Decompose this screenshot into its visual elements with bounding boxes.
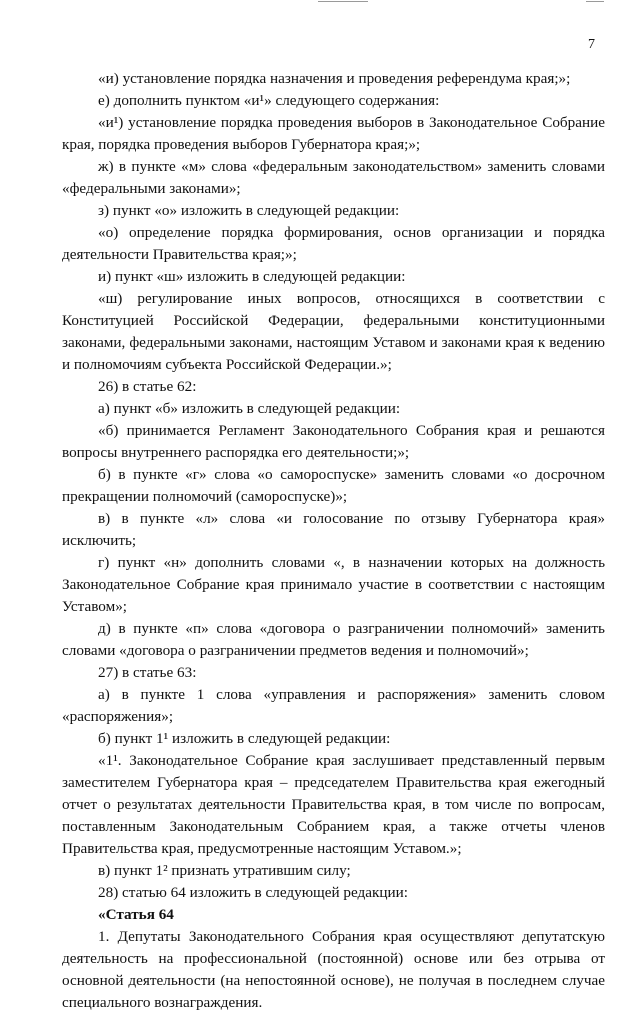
text-line: 28) статью 64 изложить в следующей редакции: xyxy=(98,884,408,901)
text-line: а) в пункте 1 слова «управления и распоряжения» заменить словом xyxy=(98,686,605,703)
text-line: «и¹) установление порядка проведения выборов в Законодательное Собрание xyxy=(98,114,605,131)
text-line: г) пункт «н» дополнить словами «, в назначении которых на должность xyxy=(98,554,605,571)
text-line: и полномочиям субъекта Российской Федерации.»; xyxy=(62,356,392,373)
text-line: законами, федеральными законами, настоящим Уставом и законами края к ведению xyxy=(62,334,605,351)
text-line: в) пункт 1² признать утратившим силу; xyxy=(98,862,351,879)
text-line: Уставом»; xyxy=(62,598,128,615)
text-line: 1. Депутаты Законодательного Собрания края осуществляют депутатскую xyxy=(98,928,605,945)
text-line: Конституцией Российской Федерации, федеральными конституционными xyxy=(62,312,605,329)
text-line: словами «договора о разграничении предметов ведения и полномочий»; xyxy=(62,642,529,659)
text-line: деятельности Правительства края;»; xyxy=(62,246,297,263)
text-line: з) пункт «о» изложить в следующей редакции: xyxy=(98,202,400,219)
text-line: Законодательное Собрание края принимало участие в соответствии с настоящим xyxy=(62,576,605,593)
text-line: специального вознаграждения. xyxy=(62,994,263,1011)
text-line: 26) в статье 62: xyxy=(98,378,197,395)
text-line: поставленным Законодательным Собранием края, а также отчеты членов xyxy=(62,818,605,835)
text-line: б) пункт 1¹ изложить в следующей редакции: xyxy=(98,730,391,747)
text-line: «ш) регулирование иных вопросов, относящихся в соответствии с xyxy=(98,290,605,307)
scan-top-marks xyxy=(0,0,636,6)
text-line: края, порядка проведения выборов Губернатора края;»; xyxy=(62,136,421,153)
text-line: прекращении полномочий (самороспуске)»; xyxy=(62,488,348,505)
text-line: отчет о результатах деятельности Правительства края, в том числе по вопросам, xyxy=(62,796,605,813)
article-heading: «Статья 64 xyxy=(98,906,174,923)
text-line: исключить; xyxy=(62,532,137,549)
text-line: а) пункт «б» изложить в следующей редакции: xyxy=(98,400,401,417)
page-number: 7 xyxy=(588,37,595,52)
text-line: 27) в статье 63: xyxy=(98,664,197,681)
document-body xyxy=(62,68,605,1014)
text-line: «б) принимается Регламент Законодательного Собрания края и решаются xyxy=(98,422,605,439)
text-line: в) в пункте «л» слова «и голосование по отзыву Губернатора края» xyxy=(98,510,605,527)
text-line: вопросы внутреннего распорядка его деятельности;»; xyxy=(62,444,410,461)
text-line: «распоряжения»; xyxy=(62,708,174,725)
text-line: Правительства края, предусмотренные настоящим Уставом.»; xyxy=(62,840,462,857)
scan-mark-line xyxy=(586,1,604,2)
text-line: «федеральными законами»; xyxy=(62,180,241,197)
text-line: «1¹. Законодательное Собрание края заслушивает представленный первым xyxy=(98,752,605,769)
text-line: деятельность на профессиональной (постоянной) основе или без отрыва от xyxy=(62,950,605,967)
text-line: б) в пункте «г» слова «о самороспуске» заменить словами «о досрочном xyxy=(98,466,605,483)
text-line: «о) определение порядка формирования, основ организации и порядка xyxy=(98,224,605,241)
scan-mark-line xyxy=(318,1,368,2)
text-line: д) в пункте «п» слова «договора о разграничении полномочий» заменить xyxy=(98,620,605,637)
text-line: е) дополнить пунктом «и¹» следующего содержания: xyxy=(98,92,440,109)
text-line: «и) установление порядка назначения и проведения референдума края;»; xyxy=(98,70,571,87)
text-line: заместителем Губернатора края – председателем Правительства края ежегодный xyxy=(62,774,605,791)
text-line: ж) в пункте «м» слова «федеральным законодательством» заменить словами xyxy=(98,158,605,175)
text-line: и) пункт «ш» изложить в следующей редакции: xyxy=(98,268,406,285)
text-line: основной деятельности (на непостоянной основе), не получая в последнем случае xyxy=(62,972,605,989)
